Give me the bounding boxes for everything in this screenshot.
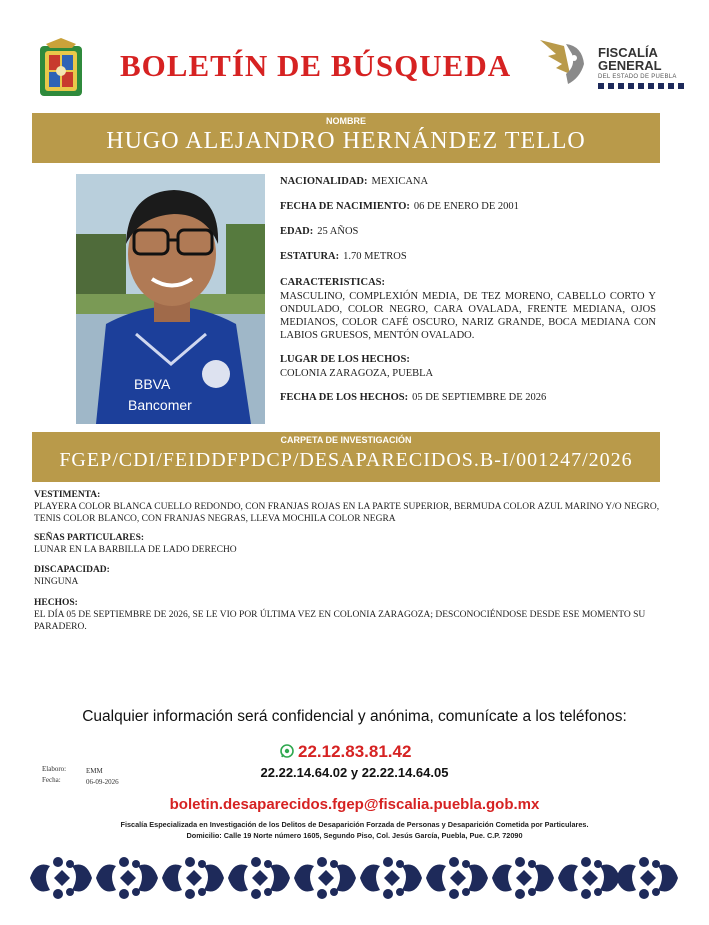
address: Domicilio: Calle 19 Norte número 1605, Segundo Piso, Col. Jesús García, Puebla, Pue. C.P. 72090	[186, 831, 523, 840]
estatura-value: 1.70 METROS	[343, 251, 407, 262]
edad-value: 25 AÑOS	[317, 226, 359, 237]
field-edad	[280, 226, 358, 237]
nacionalidad-value: MEXICANA	[371, 176, 429, 187]
elaboro-label: Elaboro:	[42, 765, 67, 773]
field-fecha-nacimiento	[280, 201, 519, 212]
nacionalidad-label: NACIONALIDAD:	[280, 176, 368, 187]
discapacidad-label: DISCAPACIDAD:	[34, 565, 110, 575]
page-title: BOLETÍN DE BÚSQUEDA	[120, 48, 512, 83]
fecha-hechos-label: FECHA DE LOS HECHOS:	[280, 392, 409, 403]
logo-text-estado: DEL ESTADO DE PUEBLA	[598, 74, 677, 80]
contact-email[interactable]: boletin.desaparecidos.fgep@fiscalia.puebla.gob.mx	[169, 796, 540, 813]
vestimenta-value: PLAYERA COLOR BLANCA CUELLO REDONDO, CON FRANJAS ROJAS EN LA PARTE SUPERIOR, BERMUDA COLOR AZUL MARINO Y/O NEGRO, TENIS COLOR BLANCO, CON FRANJAS NEGRAS, LLEVA MOCHILA COLOR NEGRA	[34, 502, 660, 524]
case-number: FGEP/CDI/FEIDDFPDCP/DESAPARECIDOS.B-I/001247/2026	[59, 449, 633, 471]
svg-text:BBVA: BBVA	[134, 376, 171, 392]
caracteristicas-value: MASCULINO, COMPLEXIÓN MEDIA, DE TEZ MORENO, CABELLO CORTO Y ONDULADO, COLOR NEGRO, CARA OVALADA, FRENTE MEDIANA, OJOS MEDIANOS, COLOR CAFÉ OSCURO, NARIZ GRANDE, BOCA MEDIANA CON LABIOS GRUESOS, MENTÓN OVALADO.	[280, 291, 656, 341]
confidential-notice: Cualquier información será confidencial y anónima, comunícate a los teléfonos:	[82, 708, 627, 725]
logo-text-general: GENERAL	[598, 58, 662, 73]
hechos-value: EL DÍA 05 DE SEPTIEMBRE DE 2026, SE LE VIO POR ÚLTIMA VEZ EN COLONIA ZARAGOZA; DESCONOCIÉNDOSE DESDE ESE MOMENTO SU PARADERO.	[34, 610, 646, 632]
fecha-nacimiento-label: FECHA DE NACIMIENTO:	[280, 201, 410, 212]
fecha-nacimiento-value: 06 DE ENERO DE 2001	[413, 201, 519, 212]
fiscalia-full-name: Fiscalía Especializada en Investigación de los Delitos de Desaparición Forzada de Personas y Desaparición Cometida por Particulares.	[120, 820, 589, 829]
field-fecha-hechos	[280, 392, 546, 403]
logo-text-fiscalia: FISCALÍA	[598, 45, 658, 60]
main-phone[interactable]	[280, 742, 411, 762]
main-phone-number[interactable]: 22.12.83.81.42	[298, 742, 412, 761]
name-label: NOMBRE	[326, 116, 366, 126]
elaboro-value: EMM	[86, 767, 103, 775]
person-name: HUGO ALEJANDRO HERNÁNDEZ TELLO	[106, 128, 586, 154]
field-estatura	[280, 251, 407, 262]
logo-pattern-icon	[598, 83, 684, 89]
discapacidad-value: NINGUNA	[34, 577, 79, 587]
fecha-hechos-value: 05 DE SEPTIEMBRE DE 2026	[412, 392, 547, 403]
fecha-label: Fecha:	[42, 776, 61, 784]
svg-text:Bancomer: Bancomer	[128, 397, 192, 413]
person-photo	[76, 174, 265, 424]
field-nacionalidad	[280, 176, 428, 187]
senas-label: SEÑAS PARTICULARES:	[34, 533, 145, 543]
eagle-warrior-icon	[536, 34, 594, 94]
senas-value: LUNAR EN LA BARBILLA DE LADO DERECHO	[34, 545, 237, 555]
lugar-hechos-value: COLONIA ZARAGOZA, PUEBLA	[280, 368, 434, 379]
alt-phones[interactable]: 22.22.14.64.02 y 22.22.14.64.05	[260, 765, 449, 780]
state-seal-icon	[36, 38, 86, 102]
talavera-pattern-icon	[30, 852, 680, 904]
lugar-hechos-label: LUGAR DE LOS HECHOS:	[280, 354, 410, 365]
case-label: CARPETA DE INVESTIGACIÓN	[280, 435, 412, 445]
fecha-value: 06-09-2026	[86, 778, 119, 786]
name-banner	[32, 113, 660, 163]
estatura-label: ESTATURA:	[280, 251, 340, 262]
whatsapp-icon	[280, 744, 294, 758]
edad-label: EDAD:	[280, 226, 314, 237]
fiscalia-logo	[536, 34, 686, 96]
hechos-label: HECHOS:	[34, 598, 78, 608]
vestimenta-label: VESTIMENTA:	[34, 490, 101, 500]
case-banner	[32, 432, 660, 482]
caracteristicas-label: CARACTERISTICAS:	[280, 277, 386, 288]
